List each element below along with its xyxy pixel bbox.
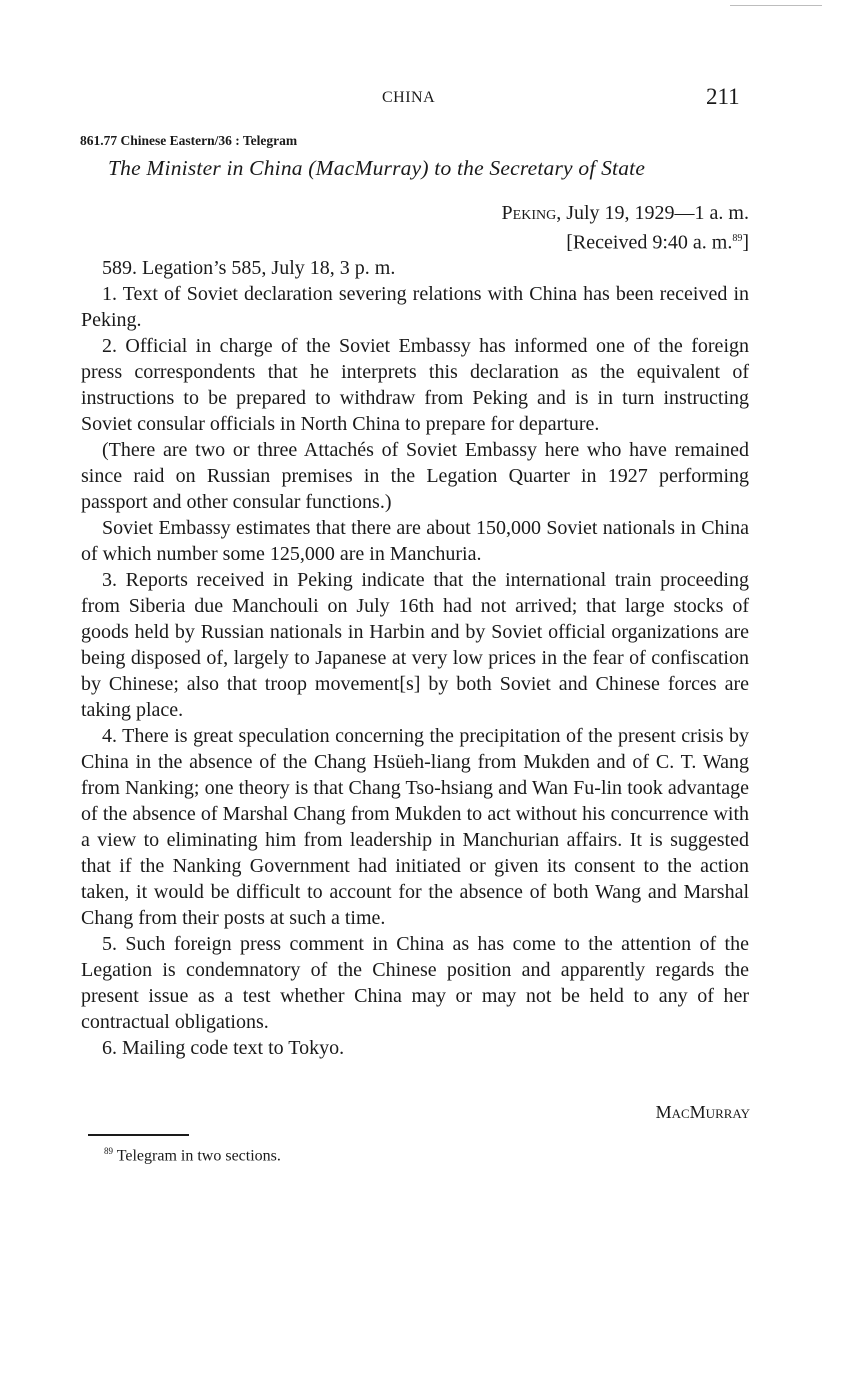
telegram-body (81, 255, 749, 1061)
signature: MacMurray (655, 1102, 750, 1122)
date-text: , July 19, 1929—1 a. m. (556, 202, 749, 224)
footnote-marker: 89 (104, 1146, 113, 1156)
top-edge-rule (730, 5, 822, 6)
paragraph: 3. Reports received in Peking indicate that the international train proceeding from Siberia due Manchouli on July 16th had not arrived; that large stocks of goods held by Russian nationals in Harbin and by Soviet official organizations are being disposed of, largely to Japanese at very low prices in the fear of confiscation by Chinese; also that troop movement[s] by both Soviet and Chinese forces are taking place. (81, 569, 749, 721)
paragraph: (There are two or three Attachés of Soviet Embassy here who have remained since raid on Russian premises in the Legation Quarter in 1927 performing passport and other consular functions.) (81, 439, 749, 513)
dateline (502, 200, 749, 256)
paragraph: 4. There is great speculation concerning the precipitation of the present crisis by China in the absence of the Chang Hsüeh-liang from Mukden and of C. T. Wang from Nanking; one theory is that Chang Tso-hsiang and Wan Fu-lin took advantage of the absence of Marshal Chang from Mukden to act without his concurrence with a view to eliminating him from leadership in Manchurian affairs. It is suggested that if the Nanking Government had initiated or given its consent to the action taken, it would be difficult to account for the absence of both Wang and Marshal Chang from their posts at such a time. (81, 725, 749, 929)
page-number: 211 (706, 84, 740, 109)
document-title: The Minister in China (MacMurray) to the Secretary of State (108, 156, 646, 180)
paragraph: 5. Such foreign press comment in China as has come to the attention of the Legation is condemnatory of the Chinese position and apparently regards the present issue as a test whether China may or may not be held to any of her contractual obligations. (81, 933, 749, 1033)
paragraph: 2. Official in charge of the Soviet Embassy has informed one of the foreign press correspondents that he interprets this declaration as the equivalent of instructions to be prepared to withdraw from Peking and is in turn instructing Soviet consular officials in North China to prepare for departure. (81, 335, 749, 435)
received-close: ] (742, 231, 749, 254)
received-footnote-marker: 89 (732, 233, 743, 244)
paragraph: 589. Legation’s 585, July 18, 3 p. m. (102, 257, 396, 279)
paragraph: 1. Text of Soviet declaration severing relations with China has been received in Peking. (81, 283, 749, 331)
running-title: CHINA (382, 89, 436, 106)
file-reference: 861.77 Chinese Eastern/36 : Telegram (80, 133, 298, 148)
paragraph: Soviet Embassy estimates that there are about 150,000 Soviet nationals in China of which number some 125,000 are in Manchuria. (81, 517, 749, 565)
received-line (502, 226, 749, 256)
place-name: Peking (501, 202, 557, 224)
paragraph: 6. Mailing code text to Tokyo. (102, 1037, 345, 1059)
footnote (104, 1146, 281, 1165)
received-text: [Received 9:40 a. m. (566, 231, 733, 254)
date-line (502, 200, 749, 226)
footnote-text: Telegram in two sections. (113, 1147, 281, 1165)
footnote-rule (88, 1134, 189, 1136)
